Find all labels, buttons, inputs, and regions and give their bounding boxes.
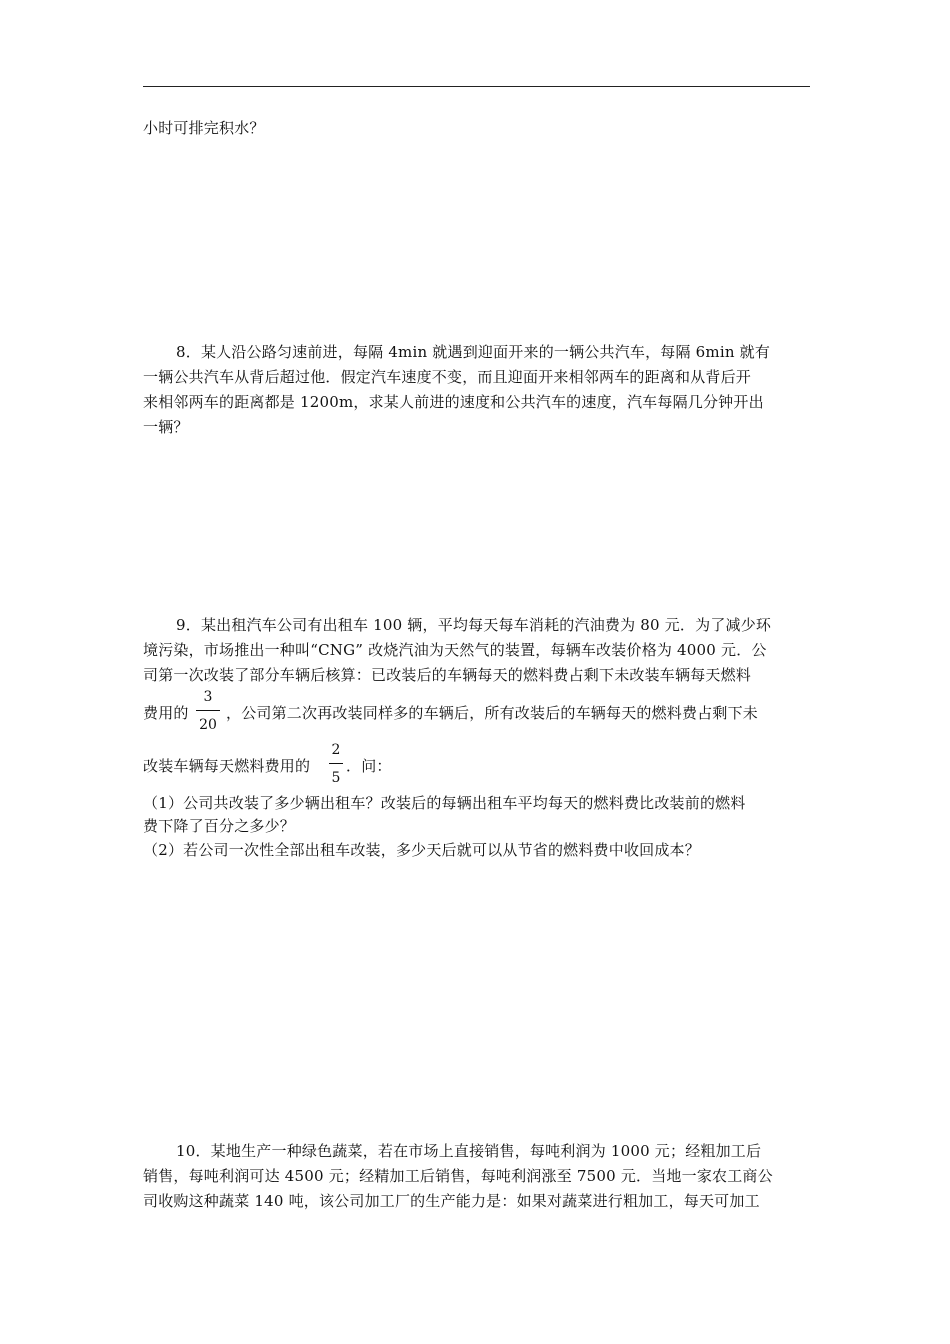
- q9-sub1-line-1: （1）公司共改装了多少辆出租车？改装后的每辆出租车平均每天的燃料费比改装前的燃料: [143, 794, 746, 812]
- q9-line-1: 9．某出租汽车公司有出租车 100 辆，平均每天每车消耗的汽油费为 80 元．为了减少环: [176, 616, 772, 634]
- q10-line-1: 10．某地生产一种绿色蔬菜，若在市场上直接销售，每吨利润为 1000 元；经粗加工后: [176, 1142, 762, 1160]
- fraction-3-20-numerator: 3: [203, 689, 213, 705]
- fraction-3-20-bar: [196, 710, 220, 711]
- top-fragment-text: 小时可排完积水？: [143, 119, 265, 137]
- q8-line-4: 一辆？: [143, 418, 189, 436]
- q9-line-4-prefix: 费用的: [143, 704, 189, 722]
- q9-line-5-prefix: 改装车辆每天燃料费用的: [143, 757, 311, 775]
- q9-sub2: （2）若公司一次性全部出租车改装，多少天后就可以从节省的燃料费中收回成本？: [143, 841, 700, 859]
- q8-line-3: 来相邻两车的距离都是 1200m，求某人前进的速度和公共汽车的速度，汽车每隔几分钟开出: [143, 393, 764, 411]
- q9-line-4-suffix: ，公司第二次再改装同样多的车辆后，所有改装后的车辆每天的燃料费占剩下未: [226, 704, 759, 722]
- q9-sub1-line-2: 费下降了百分之多少？: [143, 817, 296, 835]
- q9-line-3: 司第一次改装了部分车辆后核算：已改装后的车辆每天的燃料费占剩下未改装车辆每天燃料: [143, 666, 752, 684]
- fraction-2-5-bar: [329, 763, 343, 764]
- q8-line-1: 8．某人沿公路匀速前进，每隔 4min 就遇到迎面开来的一辆公共汽车，每隔 6min 就有: [176, 343, 771, 361]
- q10-line-3: 司收购这种蔬菜 140 吨，该公司加工厂的生产能力是：如果对蔬菜进行粗加工，每天可加工: [143, 1192, 760, 1210]
- fraction-2-5-numerator: 2: [331, 742, 341, 758]
- q9-line-2: 境污染，市场推出一种叫“CNG” 改烧汽油为天然气的装置，每辆车改装价格为 4000 元．公: [143, 641, 767, 659]
- q9-line-5-suffix: ．问：: [346, 757, 392, 775]
- fraction-2-5-denominator: 5: [331, 770, 341, 786]
- header-rule: [143, 86, 810, 87]
- q10-line-2: 销售，每吨利润可达 4500 元；经精加工后销售，每吨利润涨至 7500 元．当地一家农工商公: [143, 1167, 773, 1185]
- fraction-3-20-denominator: 20: [199, 717, 217, 733]
- q8-line-2: 一辆公共汽车从背后超过他．假定汽车速度不变，而且迎面开来相邻两车的距离和从背后开: [143, 368, 752, 386]
